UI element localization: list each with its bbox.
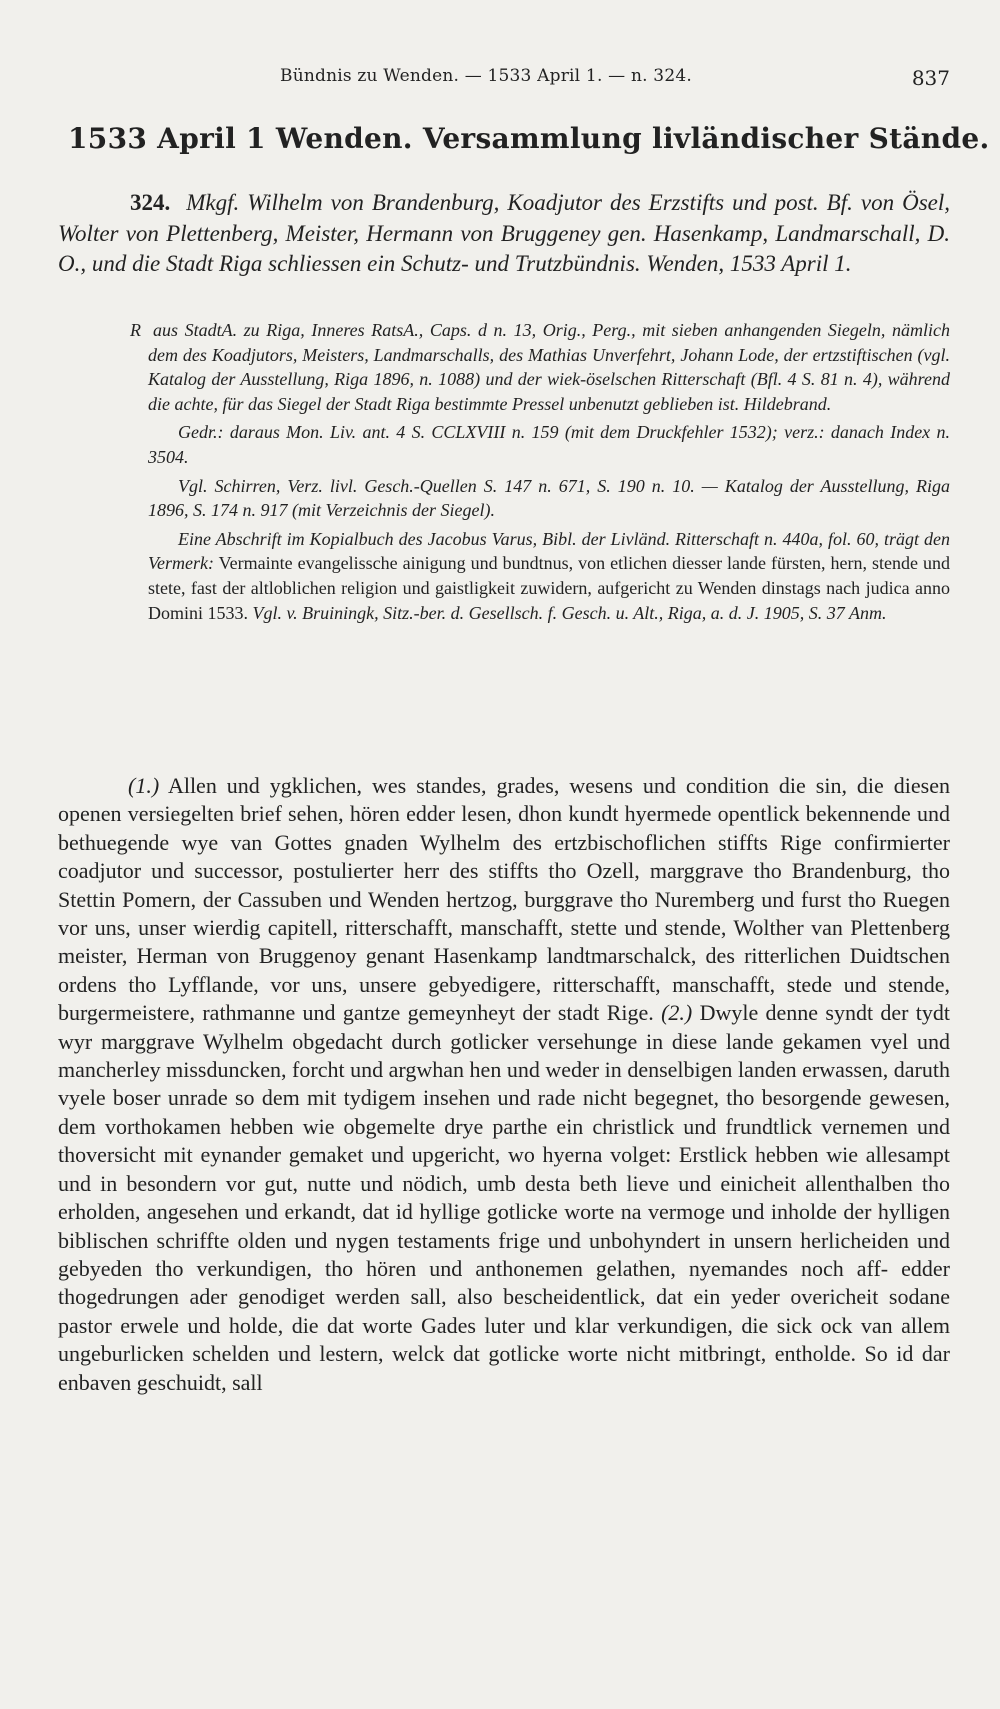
source-note (130, 318, 950, 416)
copy-note (148, 527, 950, 625)
running-header (60, 66, 950, 96)
print-note: Gedr.: daraus Mon. Liv. ant. 4 S. CCLXVIII n. 159 (mit dem Druckfehler 1532); verz.: danach Index n. 3504. (148, 422, 950, 467)
charter-text (58, 772, 950, 1397)
editorial-notes (130, 318, 950, 629)
copy-note-ref: Vgl. v. Bruiningk, Sitz.-ber. d. Gesellsch. f. Gesch. u. Alt., Riga, a. d. J. 1905, S. 37 Anm. (252, 602, 887, 623)
siglum: R (130, 320, 141, 340)
paragraph-2: Dwyle denne syndt der tydt wyr marggrave Wylhelm obgedacht durch gotlicker versehunge in diese lande gekamen vyel und mancherley missduncken, forcht und argwhan hen und weder in denselbigen landen erwassen, daruth vyele boser unrade so dem mit tydigem insehen und rade nicht begegnet, tho besorgende gewesen, dem vorthokamen hebben wie obgemelte drye parthe ein christlick und frundtlick vernemen und thoversicht mit eynander gemaket und upgericht, wo hyerna volget: Erstlick hebben wie allesampt und in besondern vor gut, nutte und nödich, umb desta beth lieve und einicheit allenthalben tho erholden, angesehen und erkandt, dat id hyllige gotlicke worte na vermoge und inholde der hylligen biblischen schriffte olden und nygen testaments frige und unbohyndert in unsern herlicheiden und gebyeden tho verkundigen, tho hören und anthonemen gelathen, nyemandes noch aff- edder thogedrungen ader genodiget werden sall, also bescheidentlick, dat ein yeder overicheit sodane pastor erwele und holde, die dat worte Gades luter und klar verkundigen, die sick ock van allem ungeburlicken schelden und lestern, welck dat gotlicke worte nicht mitbringt, entholde. So id dar enbaven geschuidt, sall (58, 1000, 951, 1395)
section-title: 1533 April 1 Wenden. Versammlung livländischer Stände. (68, 122, 990, 155)
reference-note: Vgl. Schirren, Verz. livl. Gesch.-Quellen S. 147 n. 671, S. 190 n. 10. — Katalog der Ausstellung, Riga 1896, S. 174 n. 917 (mit Verzeichnis der Siegel). (148, 475, 950, 521)
paragraph-marker-1: (1.) (128, 773, 160, 798)
copy-note-intro: Eine Abschrift im Kopialbuch des Jacobus Varus, Bibl. der Livländ. Ritterschaft n. 440a, fol. 60, trägt den Vermerk: (148, 528, 950, 574)
running-title: Bündnis zu Wenden. — 1533 April 1. — n. 324. (280, 66, 692, 86)
regest (58, 188, 950, 280)
paragraph-marker-2: (2.) (661, 1000, 693, 1026)
source-text: aus StadtA. zu Riga, Inneres RatsA., Caps. d n. 13, Orig., Perg., mit sieben anhangenden Siegeln, nämlich dem des Koadjutors, Meisters, Landmarschalls, des Mathias Unverfehrt, Johann Lode, der ertzstiftischen (vgl. Katalog der Ausstellung, Riga 1896, n. 1088) und der wiek-öselschen Ritterschaft (Bfl. 4 S. 81 n. 4), während die achte, für das Siegel der Stadt Riga bestimmte Pressel unbenutzt geblieben ist. Hildebrand. (148, 320, 950, 414)
regest-text: Mkgf. Wilhelm von Brandenburg, Koadjutor des Erzstifts und post. Bf. von Ösel, Wolter von Plettenberg, Meister, Hermann von Bruggeney gen. Hasenkamp, Landmarschall, D. O., und die Stadt Riga schliessen ein Schutz- und Trutzbündnis. Wenden, 1533 April 1. (58, 190, 950, 276)
copy-note-quote: Vermainte evangelissche ainigung und bundtnus, von etlichen diesser lande fürsten, hern, stende und stete, fast der altloblichen religion und gaistligkeit zuwidern, aufgericht zu Wenden dinstags nach judica anno Domini 1533. (148, 553, 950, 623)
paragraph-1: Allen und ygklichen, wes standes, grades, wesens und condition die sin, die diesen openen versiegelten brief sehen, hören edder lesen, dhon kundt hyermede opentlick bekennende und bethuegende wye van Gottes gnaden Wylhelm des ertzbischoflichen stiffts Rige confirmierter coadjutor und successor, postulierter herr des stiffts tho Ozell, marggrave tho Brandenburg, tho Stettin Pomern, der Cassuben und Wenden hertzog, burggrave tho Nuremberg und furst tho Ruegen vor uns, unser wierdig capitell, ritterschafft, manschafft, stette und stende, Wolther van Plettenberg meister, Herman von Bruggenoy genant Hasenkamp landtmarschalck, des ritterlichen Duidtschen ordens tho Lyfflande, vor uns, unsere gebyedigere, ritterschafft, manschafft, stede und stende, burgermeistere, rathmanne und gantze gemeynheyt der stadt Rige. (58, 773, 950, 1026)
document-number: 324. (130, 190, 171, 215)
page-number: 837 (911, 66, 950, 90)
